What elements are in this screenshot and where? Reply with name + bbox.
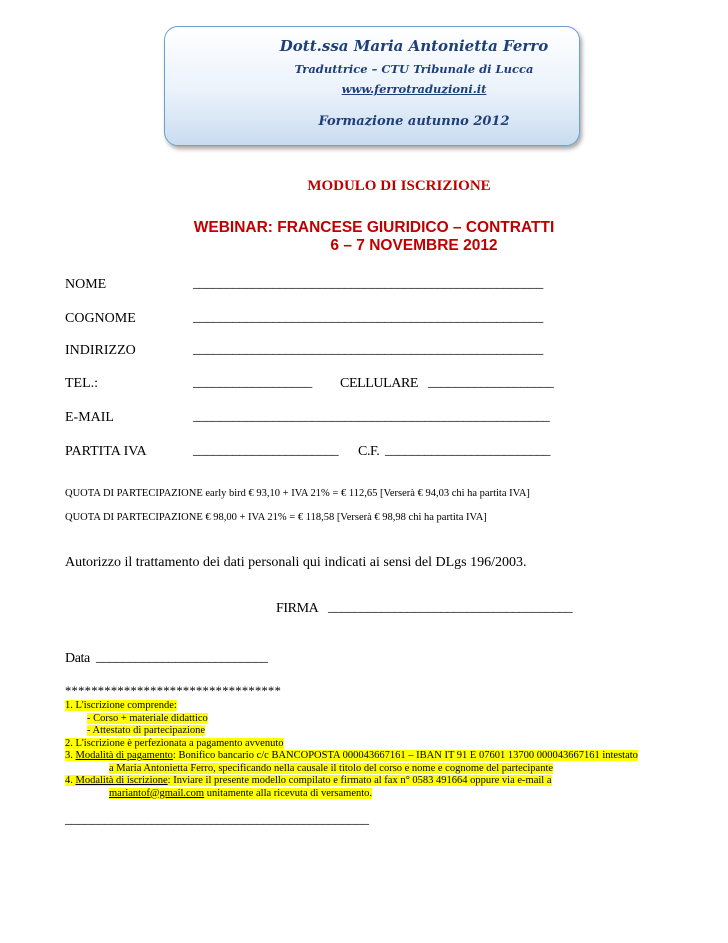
- header-role: Traduttrice – CTU Tribunale di Lucca: [294, 62, 534, 76]
- field-cognome-line[interactable]: _____________________________________________________: [193, 310, 543, 325]
- quota-early-bird: QUOTA DI PARTECIPAZIONE early bird € 93,10 + IVA 21% = € 112,65 [Verserà € 94,03 chi ha partita IVA]: [65, 488, 530, 499]
- note-1a: - Corso + materiale didattico: [87, 712, 208, 724]
- note-3-prefix: 3.: [65, 750, 76, 761]
- field-email-line[interactable]: ______________________________________________________: [193, 409, 550, 424]
- firma-line[interactable]: _____________________________________: [328, 600, 573, 615]
- privacy-consent: Autorizzo il trattamento dei dati personali qui indicati ai sensi del DLgs 196/2003.: [65, 555, 527, 570]
- field-partita-iva-line[interactable]: ______________________: [193, 443, 339, 458]
- field-label-cellulare: CELLULARE: [340, 376, 419, 391]
- note-3-text: : Bonifico bancario c/c BANCOPOSTA 000043667161 – IBAN IT 91 E 07601 13700 000043667161 intestato: [172, 750, 638, 761]
- bottom-rule: ______________________________________________: [65, 812, 369, 827]
- field-cf-line[interactable]: _________________________: [385, 443, 551, 458]
- note-3-heading: Modalità di pagamento: [75, 750, 173, 761]
- note-4-prefix: 4.: [65, 775, 76, 786]
- note-4-heading: Modalità di iscrizione: [75, 775, 168, 786]
- field-label-indirizzo: INDIRIZZO: [65, 343, 136, 358]
- header-website-link[interactable]: www.ferrotraduzioni.it: [341, 82, 487, 96]
- field-indirizzo-line[interactable]: _____________________________________________________: [193, 342, 543, 357]
- stars-separator: *********************************: [65, 684, 282, 698]
- note-2: 2. L'iscrizione è perfezionata a pagamento avvenuto: [65, 737, 284, 749]
- note-4-text: : Inviare il presente modello compilato e firmato al fax n° 0583 491664 oppure via e-mail a: [167, 775, 552, 786]
- data-line[interactable]: __________________________: [96, 650, 268, 665]
- note-4-email-link[interactable]: mariantof@gmail.com: [109, 787, 205, 799]
- header-box: [164, 26, 580, 146]
- note-1: 1. L'iscrizione comprende:: [65, 700, 177, 711]
- quota-standard: QUOTA DI PARTECIPAZIONE € 98,00 + IVA 21% = € 118,58 [Verserà € 98,98 chi ha partita IVA]: [65, 512, 487, 523]
- note-4-cont: unitamente alla ricevuta di versamento.: [204, 787, 373, 799]
- header-season: Formazione autunno 2012: [318, 114, 510, 129]
- field-label-email: E-MAIL: [65, 410, 114, 425]
- note-1b: - Attestato di partecipazione: [87, 725, 206, 736]
- field-label-cf: C.F.: [358, 444, 380, 459]
- field-label-tel: TEL.:: [65, 376, 99, 391]
- field-label-cognome: COGNOME: [65, 311, 136, 326]
- webinar-dates: 6 – 7 NOVEMBRE 2012: [330, 237, 498, 254]
- field-cellulare-line[interactable]: ___________________: [428, 375, 554, 390]
- note-3-cont: a Maria Antonietta Ferro, specificando nella causale il titolo del corso e nome e cognome del partecipante: [109, 762, 554, 774]
- form-title: MODULO DI ISCRIZIONE: [307, 178, 491, 194]
- data-label: Data: [65, 651, 90, 666]
- firma-label: FIRMA: [276, 601, 319, 616]
- notes-section: [65, 700, 638, 800]
- header-name: Dott.ssa Maria Antonietta Ferro: [279, 37, 549, 55]
- webinar-title: WEBINAR: FRANCESE GIURIDICO – CONTRATTI: [193, 219, 555, 236]
- field-label-nome: NOME: [65, 277, 107, 292]
- field-tel-line[interactable]: __________________: [193, 375, 312, 390]
- field-nome-line[interactable]: _____________________________________________________: [193, 276, 543, 291]
- field-label-partita-iva: PARTITA IVA: [65, 444, 147, 459]
